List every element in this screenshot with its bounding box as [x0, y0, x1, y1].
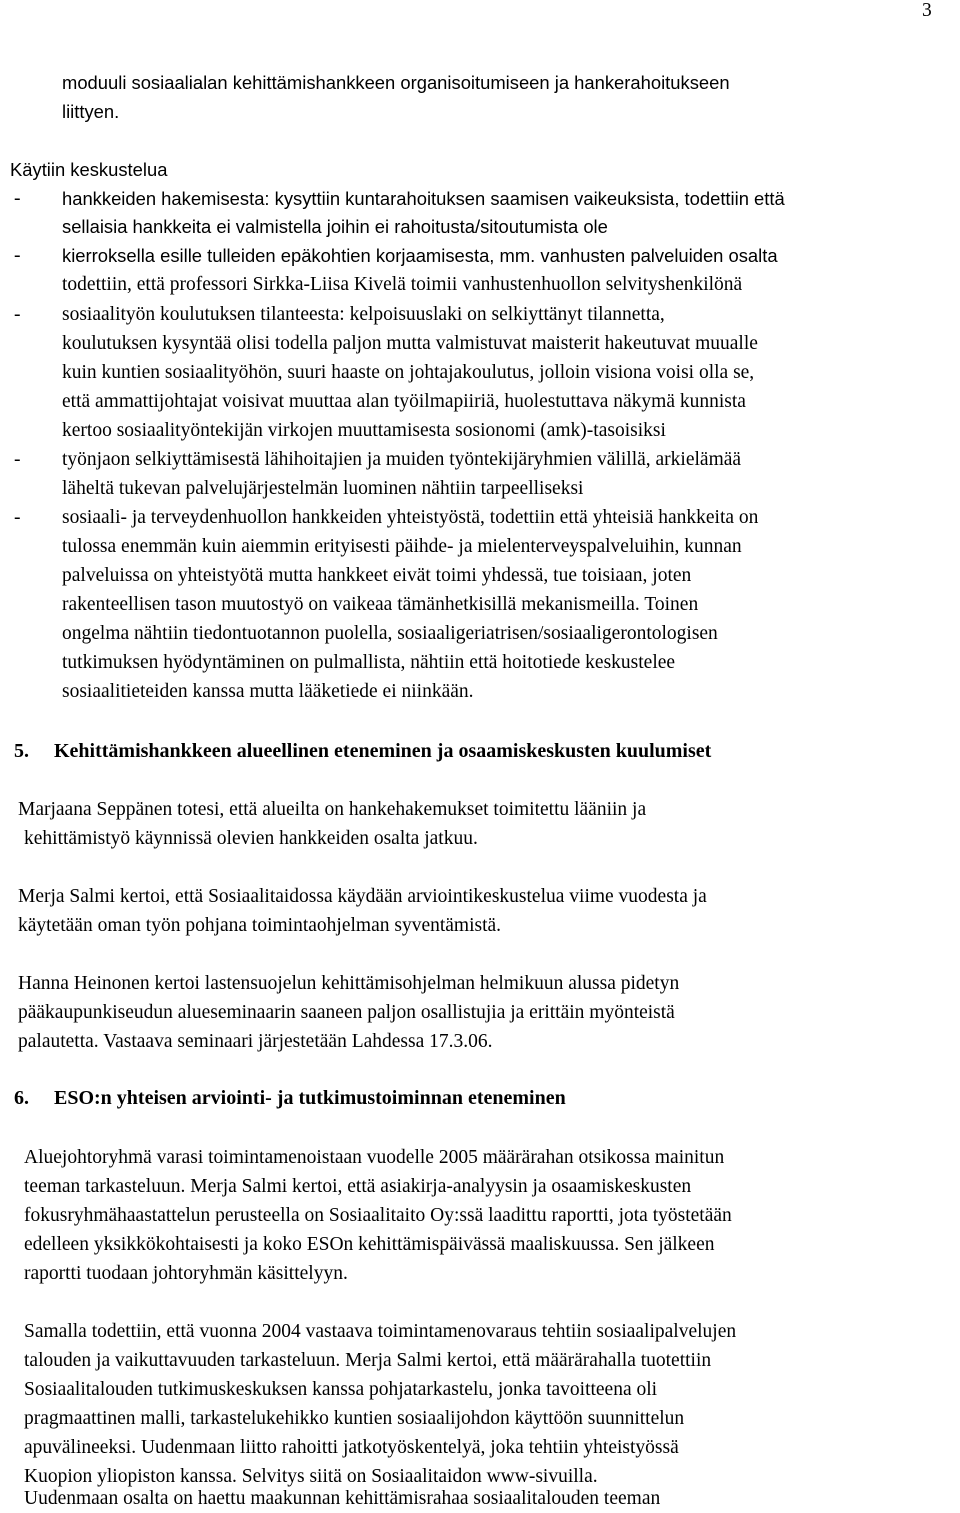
bullet-dash: - [14, 449, 21, 470]
bullet-line: rakenteellisen tason muutostyö on vaikeaa tämänhetkisillä mekanismeilla. Toinen [62, 594, 699, 615]
section-title: Kehittämishankkeen alueellinen eteneminen ja osaamiskeskusten kuulumiset [54, 740, 712, 762]
section-title: ESO:n yhteisen arviointi- ja tutkimustoiminnan eteneminen [54, 1087, 566, 1109]
paragraph-line: teeman tarkasteluun. Merja Salmi kertoi, että asiakirja-analyysin ja osaamiskeskusten [24, 1176, 692, 1197]
bullet-dash: - [14, 245, 21, 266]
paragraph-line: Hanna Heinonen kertoi lastensuojelun kehittämisohjelman helmikuun alussa pidetyn [18, 973, 680, 994]
paragraph-line: edelleen yksikkökohtaisesti ja koko ESOn kehittämispäivässä maaliskuussa. Sen jälkeen [24, 1234, 715, 1255]
bullet-line: hankkeiden hakemisesta: kysyttiin kuntarahoituksen saamisen vaikeuksista, todettiin että [62, 188, 785, 209]
paragraph-line: raportti tuodaan johtoryhmän käsittelyyn. [24, 1263, 348, 1284]
section-heading [14, 737, 711, 766]
bullet-line: tutkimuksen hyödyntäminen on pulmallista, nähtiin että hoitotiede keskustelee [62, 652, 676, 673]
bullet-line: sosiaalitieteiden kanssa mutta lääketiede ei niinkään. [62, 681, 474, 702]
bullet-line: sosiaalityön koulutuksen tilanteesta: kelpoisuuslaki on selkiyttänyt tilannetta, [62, 304, 665, 325]
paragraph-line: Marjaana Seppänen totesi, että alueilta on hankehakemukset toimitettu lääniin ja [18, 799, 647, 820]
paragraph-line: apuvälineeksi. Uudenmaan liitto rahoitti jatkotyöskentelyä, joka tehtiin yhteistyössä [24, 1437, 679, 1458]
section-heading [14, 1084, 566, 1113]
paragraph-line: Kuopion yliopiston kanssa. Selvitys siitä on Sosiaalitaidon www-sivuilla. [24, 1466, 598, 1487]
bullet-line: läheltä tukevan palvelujärjestelmän luominen nähtiin tarpeelliseksi [62, 478, 584, 499]
section-number: 6. [14, 1087, 29, 1109]
bullet-line: työnjaon selkiyttämisestä lähihoitajien ja muiden työntekijäryhmien välillä, arkielämää [62, 449, 742, 470]
paragraph-line: Uudenmaan osalta on haettu maakunnan kehittämisrahaa sosiaalitalouden teeman [24, 1488, 661, 1509]
paragraph-line: pragmaattinen malli, tarkastelukehikko kuntien sosiaalijohdon käyttöön suunnittelun [24, 1408, 685, 1429]
section-number: 5. [14, 740, 29, 762]
bullet-line: todettiin, että professori Sirkka-Liisa Kivelä toimii vanhustenhuollon selvityshenkilönä [62, 274, 743, 295]
bullet-line: ongelma nähtiin tiedontuotannon puolella, sosiaaligeriatrisen/sosiaaligerontologisen [62, 623, 718, 644]
paragraph-line: fokusryhmähaastattelun perusteella on Sosiaalitaito Oy:ssä laadittu raportti, jota työstetään [24, 1205, 732, 1226]
bullet-dash: - [14, 507, 21, 528]
bullet-line: tulossa enemmän kuin aiemmin erityisesti päihde- ja mielenterveyspalveluihin, kunnan [62, 536, 742, 557]
discussion-title: Käytiin keskustelua [10, 159, 168, 180]
paragraph-line: pääkaupunkiseudun alueseminaarin saaneen paljon osallistujia ja erittäin myönteistä [18, 1002, 675, 1023]
intro-line: liittyen. [62, 101, 120, 122]
bullet-line: palveluissa on yhteistyötä mutta hankkeet eivät toimi yhdessä, tue toisiaan, joten [62, 565, 692, 586]
paragraph-line: käytetään oman työn pohjana toimintaohjelman syventämistä. [18, 915, 502, 936]
bullet-line: että ammattijohtajat voisivat muuttaa alan työilmapiiriä, huolestuttava näkymä kunnista [62, 391, 746, 412]
bullet-line: kertoo sosiaalityöntekijän virkojen muuttamisesta sosionomi (amk)-tasoisiksi [62, 420, 666, 441]
paragraph-line: Aluejohtoryhmä varasi toimintamenoistaan vuodelle 2005 määrärahan otsikossa mainitun [24, 1147, 725, 1168]
intro-line: moduuli sosiaalialan kehittämishankkeen organisoitumiseen ja hankerahoitukseen [62, 72, 730, 93]
bullet-line: sellaisia hankkeita ei valmistella joihin ei rahoitusta/sitoutumista ole [62, 216, 608, 237]
page-number: 3 [922, 0, 932, 21]
paragraph-line: Samalla todettiin, että vuonna 2004 vastaava toimintamenovaraus tehtiin sosiaalipalvelujen [24, 1321, 737, 1342]
paragraph-line: Merja Salmi kertoi, että Sosiaalitaidossa käydään arviointikeskustelua viime vuodesta ja [18, 886, 707, 907]
paragraph-line: talouden ja vaikuttavuuden tarkasteluun. Merja Salmi kertoi, että määrärahalla tuotettiin [24, 1350, 712, 1371]
bullet-line: kuin kuntien sosiaalityöhön, suuri haaste on johtajakoulutus, jolloin visiona voisi olla se, [62, 362, 755, 383]
bullet-dash: - [14, 188, 21, 209]
paragraph-line: kehittämistyö käynnissä olevien hankkeiden osalta jatkuu. [24, 828, 478, 849]
paragraph-line: palautetta. Vastaava seminaari järjestetään Lahdessa 17.3.06. [18, 1031, 493, 1052]
bullet-line: sosiaali- ja terveydenhuollon hankkeiden yhteistyöstä, todettiin että yhteisiä hankkeita on [62, 507, 759, 528]
paragraph-line: Sosiaalitalouden tutkimuskeskuksen kanssa pohjatarkastelu, jonka tavoitteena oli [24, 1379, 658, 1400]
bullet-line: kierroksella esille tulleiden epäkohtien korjaamisesta, mm. vanhusten palveluiden osalta [62, 245, 778, 266]
bullet-dash: - [14, 304, 21, 325]
bullet-line: koulutuksen kysyntää olisi todella paljon mutta valmistuvat maisterit hakeutuvat muualle [62, 333, 758, 354]
